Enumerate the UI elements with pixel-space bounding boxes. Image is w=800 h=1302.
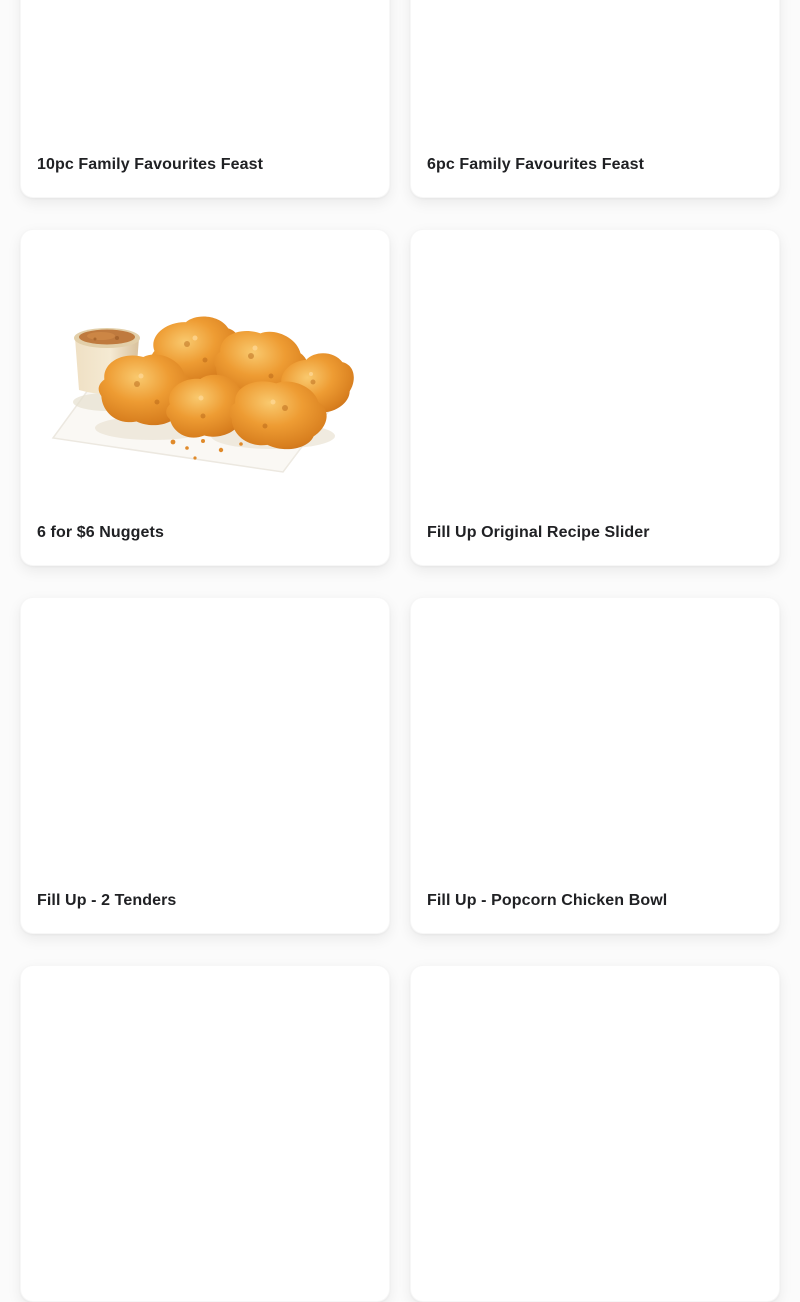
menu-item-title — [21, 1279, 389, 1301]
menu-item-title — [411, 1279, 779, 1301]
menu-item-card[interactable] — [410, 965, 780, 1302]
menu-item-title: Fill Up - Popcorn Chicken Bowl — [427, 892, 668, 909]
product-image — [411, 598, 779, 891]
menu-item-card[interactable] — [20, 597, 390, 934]
product-image — [21, 230, 389, 523]
product-image — [411, 230, 779, 523]
menu-item-card[interactable] — [20, 229, 390, 566]
product-image — [21, 0, 389, 155]
menu-item-title: Fill Up - 2 Tenders — [37, 892, 177, 909]
menu-item-card[interactable] — [410, 229, 780, 566]
menu-item-title: 6 for $6 Nuggets — [37, 524, 164, 541]
menu-item-card[interactable] — [20, 965, 390, 1302]
menu-item-card[interactable] — [410, 0, 780, 198]
menu-item-title: 10pc Family Favourites Feast — [37, 156, 264, 173]
menu-item-title: 6pc Family Favourites Feast — [427, 156, 645, 173]
nuggets-with-dip-photo — [45, 286, 365, 486]
menu-item-title: Fill Up Original Recipe Slider — [427, 524, 650, 541]
product-image — [411, 966, 779, 1279]
menu-item-card[interactable] — [410, 597, 780, 934]
product-image — [21, 598, 389, 891]
product-image — [411, 0, 779, 155]
menu-item-card[interactable] — [20, 0, 390, 198]
product-image — [21, 966, 389, 1279]
